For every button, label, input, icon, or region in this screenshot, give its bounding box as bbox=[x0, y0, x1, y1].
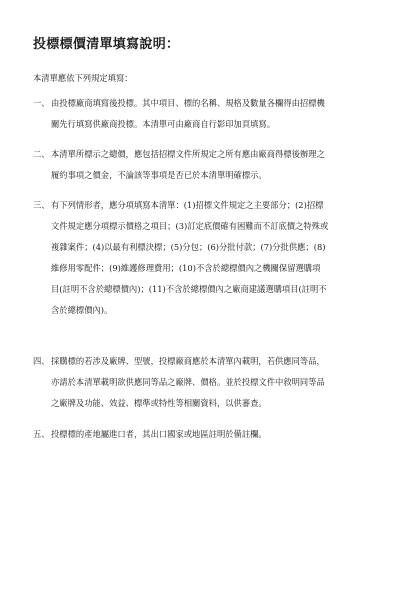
document-title: 投標標價清單填寫說明： bbox=[33, 37, 180, 52]
instruction-line bbox=[33, 98, 393, 119]
instruction-line bbox=[33, 429, 393, 450]
instruction-line: 含於總標價內)。 bbox=[51, 305, 113, 315]
instruction-item bbox=[33, 200, 393, 326]
instruction-line: 複雜案件；(4)以最有利標決標；(5)分包；(6)分批付款；(7)分批供應；(8) bbox=[51, 242, 326, 252]
instruction-number: 五、 bbox=[33, 429, 50, 439]
instruction-line bbox=[33, 200, 393, 221]
instruction-line bbox=[33, 356, 393, 377]
instruction-text: 投標標的產地屬進口者，其出口國家或地區註明於備註欄。 bbox=[51, 429, 267, 439]
instruction-line: 亦請於本清單載明欲供應同等品之廠牌、價格。並於投標文件中敘明同等品 bbox=[51, 377, 325, 387]
instruction-line: 履約事項之價金，不論該等事項是否已於本清單明確標示。 bbox=[51, 170, 267, 180]
instruction-item bbox=[33, 149, 393, 191]
instruction-number: 四、 bbox=[33, 356, 50, 366]
instruction-line: 目(註明不含於總標價內)；(11)不含於總標價內之廠商建議選購項目(註明不 bbox=[51, 284, 327, 294]
instruction-number: 三、 bbox=[33, 200, 50, 210]
instruction-line: 維修用零配件；(9)維護修理費用；(10)不含於總標價內之機關保留選購項 bbox=[51, 263, 321, 273]
instruction-number: 二、 bbox=[33, 149, 50, 159]
instruction-item bbox=[33, 356, 393, 419]
instruction-item bbox=[33, 429, 393, 450]
instruction-text: 採購標的若涉及廠牌、型號，投標廠商應於本清單內載明，若供應同等品， bbox=[51, 356, 325, 366]
instruction-line: 之廠牌及功能、效益、標準或特性等相關資料，以供審查。 bbox=[51, 398, 267, 408]
instruction-text: 本清單所標示之總價，應包括招標文件所規定之所有應由廠商得標後辦理之 bbox=[51, 149, 325, 159]
instruction-text: 有下列情形者，應分項填寫本清單：(1)招標文件規定之主要部分；(2)招標 bbox=[51, 200, 324, 210]
instruction-number: 一、 bbox=[33, 98, 50, 108]
instruction-line: 文件規定應分項標示價格之項目；(3)訂定底價確有困難而不訂底價之特殊或 bbox=[51, 221, 329, 231]
instruction-item bbox=[33, 98, 393, 140]
instruction-text: 由投標廠商填寫後投標。其中項目、標的名稱、規格及數量各欄得由招標機 bbox=[51, 98, 325, 108]
instruction-line bbox=[33, 149, 393, 170]
instruction-line: 關先行填寫供廠商投標。本清單可由廠商自行影印加頁填寫。 bbox=[51, 119, 276, 129]
intro-text: 本清單應依下列規定填寫： bbox=[33, 73, 133, 83]
